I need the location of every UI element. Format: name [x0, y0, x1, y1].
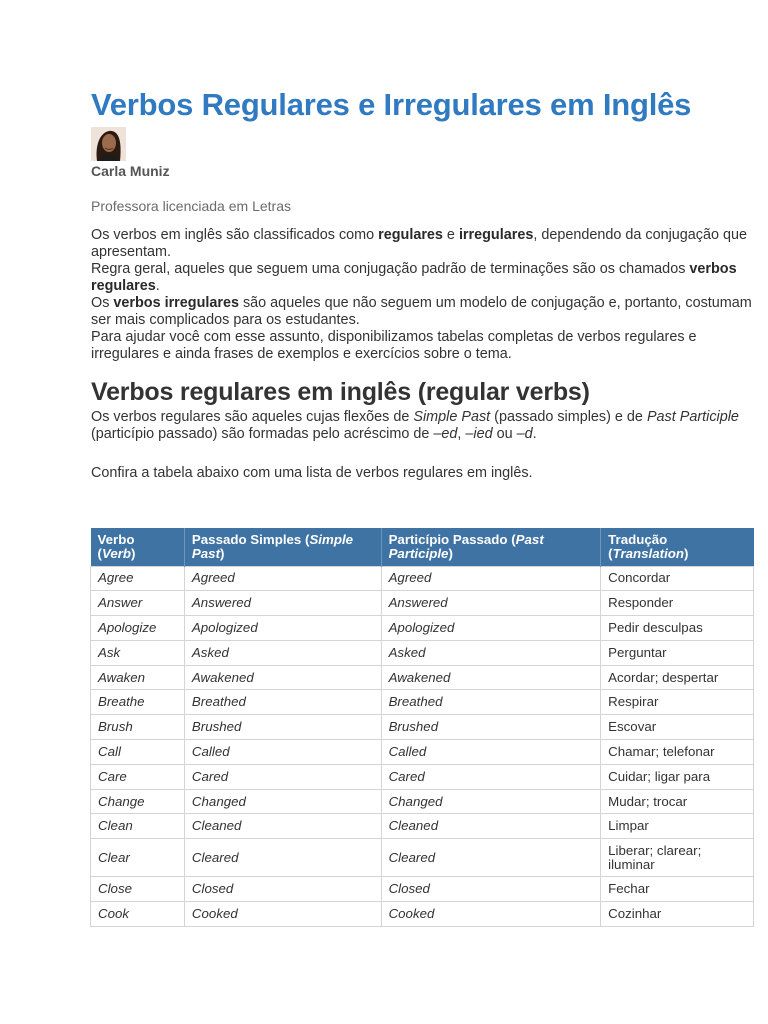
- translation-cell: Liberar; clarear; iluminar: [601, 839, 754, 877]
- verb-cell: Clean: [91, 814, 185, 839]
- simple-past-cell: Asked: [184, 640, 381, 665]
- translation-cell: Acordar; despertar: [601, 665, 754, 690]
- verb-cell: Agree: [91, 566, 185, 591]
- simple-past-cell: Answered: [184, 591, 381, 616]
- table-row: [91, 839, 754, 877]
- simple-past-cell: Breathed: [184, 690, 381, 715]
- article: [91, 86, 756, 482]
- verb-cell: Breathe: [91, 690, 185, 715]
- intro-paragraph: Os verbos irregulares são aqueles que não seguem um modelo de conjugação e, portanto, costumam ser mais complicados para os estudantes.: [91, 295, 752, 328]
- verb-cell: Ask: [91, 640, 185, 665]
- verb-cell: Awaken: [91, 665, 185, 690]
- translation-cell: Responder: [601, 591, 754, 616]
- table-row: [91, 616, 754, 641]
- page-title: Verbos Regulares e Irregulares em Inglês: [91, 87, 692, 122]
- past-participle-cell: Agreed: [381, 566, 601, 591]
- translation-cell: Pedir desculpas: [601, 616, 754, 641]
- table-row: [91, 591, 754, 616]
- header-simple-past: Passado Simples (Simple Past): [184, 528, 381, 566]
- translation-cell: Cuidar; ligar para: [601, 764, 754, 789]
- verb-cell: Change: [91, 789, 185, 814]
- translation-cell: Cozinhar: [601, 902, 754, 927]
- simple-past-cell: Brushed: [184, 715, 381, 740]
- translation-cell: Fechar: [601, 877, 754, 902]
- table-row: [91, 902, 754, 927]
- simple-past-cell: Cleaned: [184, 814, 381, 839]
- past-participle-cell: Cleared: [381, 839, 601, 877]
- simple-past-cell: Cared: [184, 764, 381, 789]
- intro-paragraph: Regra geral, aqueles que seguem uma conjugação padrão de terminações são os chamados verbos regulares.: [91, 261, 737, 294]
- simple-past-cell: Cooked: [184, 902, 381, 927]
- table-row: [91, 789, 754, 814]
- verb-cell: Care: [91, 764, 185, 789]
- simple-past-cell: Closed: [184, 877, 381, 902]
- past-participle-cell: Closed: [381, 877, 601, 902]
- table-row: [91, 640, 754, 665]
- header-past-participle: Particípio Passado (Past Participle): [381, 528, 601, 566]
- translation-cell: Concordar: [601, 566, 754, 591]
- past-participle-cell: Brushed: [381, 715, 601, 740]
- translation-cell: Perguntar: [601, 640, 754, 665]
- author-name[interactable]: Carla Muniz: [91, 163, 170, 179]
- table-row: [91, 764, 754, 789]
- intro-paragraph: Para ajudar você com esse assunto, disponibilizamos tabelas completas de verbos regulares e irregulares e ainda frases de exemplos e exercícios sobre o tema.: [91, 329, 697, 362]
- table-row: [91, 877, 754, 902]
- verb-cell: Apologize: [91, 616, 185, 641]
- simple-past-cell: Changed: [184, 789, 381, 814]
- table-row: [91, 740, 754, 765]
- verb-cell: Close: [91, 877, 185, 902]
- past-participle-cell: Asked: [381, 640, 601, 665]
- author-role: Professora licenciada em Letras: [91, 198, 291, 214]
- section-description: Os verbos regulares são aqueles cujas flexões de Simple Past (passado simples) e de Past Participle (particípio passado) são formadas pelo acréscimo de –ed, –ied ou –d.: [91, 409, 739, 442]
- verb-cell: Cook: [91, 902, 185, 927]
- table-row: [91, 566, 754, 591]
- verb-cell: Call: [91, 740, 185, 765]
- simple-past-cell: Apologized: [184, 616, 381, 641]
- table-body: [91, 566, 754, 926]
- past-participle-cell: Cleaned: [381, 814, 601, 839]
- past-participle-cell: Changed: [381, 789, 601, 814]
- past-participle-cell: Awakened: [381, 665, 601, 690]
- translation-cell: Escovar: [601, 715, 754, 740]
- simple-past-cell: Cleared: [184, 839, 381, 877]
- past-participle-cell: Called: [381, 740, 601, 765]
- past-participle-cell: Answered: [381, 591, 601, 616]
- regular-verbs-table: [90, 528, 754, 927]
- intro-text: [91, 227, 756, 363]
- past-participle-cell: Cooked: [381, 902, 601, 927]
- translation-cell: Respirar: [601, 690, 754, 715]
- translation-cell: Mudar; trocar: [601, 789, 754, 814]
- translation-cell: Chamar; telefonar: [601, 740, 754, 765]
- past-participle-cell: Apologized: [381, 616, 601, 641]
- verb-cell: Answer: [91, 591, 185, 616]
- past-participle-cell: Breathed: [381, 690, 601, 715]
- verb-cell: Clear: [91, 839, 185, 877]
- table-row: [91, 690, 754, 715]
- avatar-photo-icon: [91, 127, 126, 161]
- header-verb: Verbo (Verb): [91, 528, 185, 566]
- section-heading: Verbos regulares em inglês (regular verbs): [91, 378, 590, 406]
- header-translation: Tradução (Translation): [601, 528, 754, 566]
- past-participle-cell: Cared: [381, 764, 601, 789]
- table-row: [91, 715, 754, 740]
- intro-paragraph: Os verbos em inglês são classificados como regulares e irregulares, dependendo da conjugação que apresentam.: [91, 227, 747, 260]
- avatar[interactable]: [91, 127, 126, 161]
- simple-past-cell: Agreed: [184, 566, 381, 591]
- simple-past-cell: Called: [184, 740, 381, 765]
- translation-cell: Limpar: [601, 814, 754, 839]
- table-intro: Confira a tabela abaixo com uma lista de verbos regulares em inglês.: [91, 465, 533, 481]
- table-header-row: [91, 528, 754, 566]
- table-row: [91, 814, 754, 839]
- simple-past-cell: Awakened: [184, 665, 381, 690]
- verb-cell: Brush: [91, 715, 185, 740]
- table-row: [91, 665, 754, 690]
